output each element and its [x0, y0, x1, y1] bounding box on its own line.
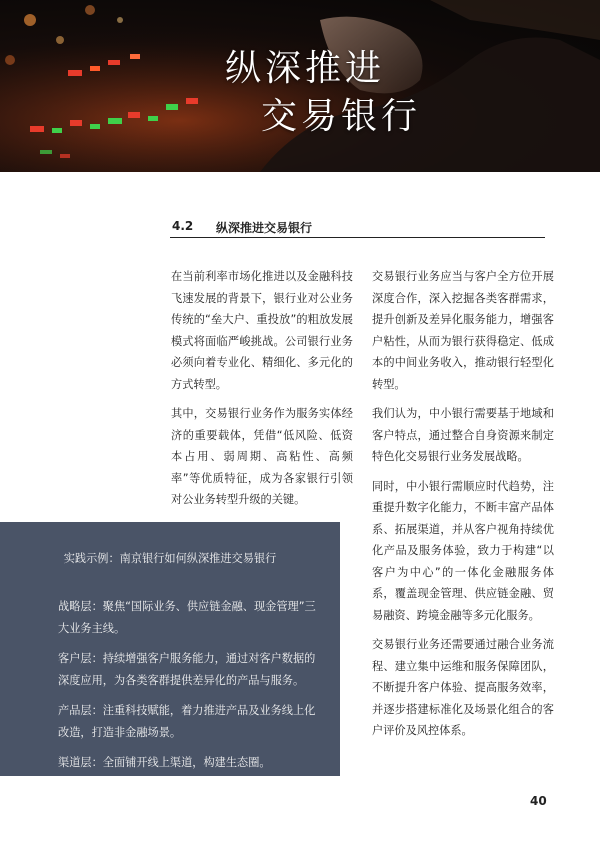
- paragraph: 同时，中小银行需顺应时代趋势，注重提升数字化能力，不断丰富产品体系、拓展渠道，并从客户视角持续优化产品及服务体验，致力于构建“以客户为中心”的一体化金融服务体系，覆盖现金管理、供应链金融、贸易融资、跨境金融等多元化服务。: [372, 479, 554, 622]
- right-column: [372, 266, 554, 750]
- section-number: 4.2: [172, 219, 194, 233]
- paragraph: 在当前利率市场化推进以及金融科技飞速发展的背景下，银行业对公业务传统的“垒大户、重投放”的粗放发展模式将面临严峻挑战。公司银行业务必须向着专业化、精细化、多元化的方式转型。: [171, 270, 353, 391]
- paragraph: 交易银行业务应当与客户全方位开展深度合作，深入挖掘各类客群需求，提升创新及差异化服务能力，增强客户粘性，从而为银行获得稳定、低成本的中间业务收入，推动银行轻型化转型。: [372, 270, 554, 391]
- paragraph: 其中，交易银行业务作为服务实体经济的重要载体，凭借“低风险、低资本占用、弱周期、高粘性、高频率”等优质特征，成为各家银行引领对公业务转型升级的关键。: [171, 407, 353, 506]
- practice-item: 产品层：注重科技赋能，着力推进产品及业务线上化改造，打造非金融场景。: [58, 704, 316, 739]
- paragraph: 我们认为，中小银行需要基于地域和客户特点，通过整合自身资源来制定特色化交易银行业务发展战略。: [372, 407, 554, 463]
- practice-title: 实践示例：南京银行如何纵深推进交易银行: [63, 552, 277, 565]
- paragraph: 交易银行业务还需要通过融合业务流程、建立集中运维和服务保障团队，不断提升客户体验、提高服务效率，并逐步搭建标准化及场景化组合的客户评价及风控体系。: [372, 638, 554, 737]
- hero-banner: [0, 0, 600, 172]
- practice-list: [58, 596, 320, 783]
- practice-item: 战略层：聚焦“国际业务、供应链金融、现金管理”三大业务主线。: [58, 600, 316, 635]
- hero-title-line1: 纵深推进: [225, 48, 386, 89]
- page-number: 40: [530, 794, 547, 808]
- hero-title-line2: 交易银行: [261, 96, 422, 137]
- section-header: [170, 218, 545, 238]
- practice-example-box: [0, 522, 340, 776]
- practice-item: 客户层：持续增强客户服务能力，通过对客户数据的深度应用，为各类客群提供差异化的产品与服务。: [58, 652, 316, 687]
- section-title: 纵深推进交易银行: [216, 221, 313, 235]
- practice-item: 渠道层：全面铺开线上渠道，构建生态圈。: [58, 756, 271, 769]
- left-column: [171, 266, 353, 519]
